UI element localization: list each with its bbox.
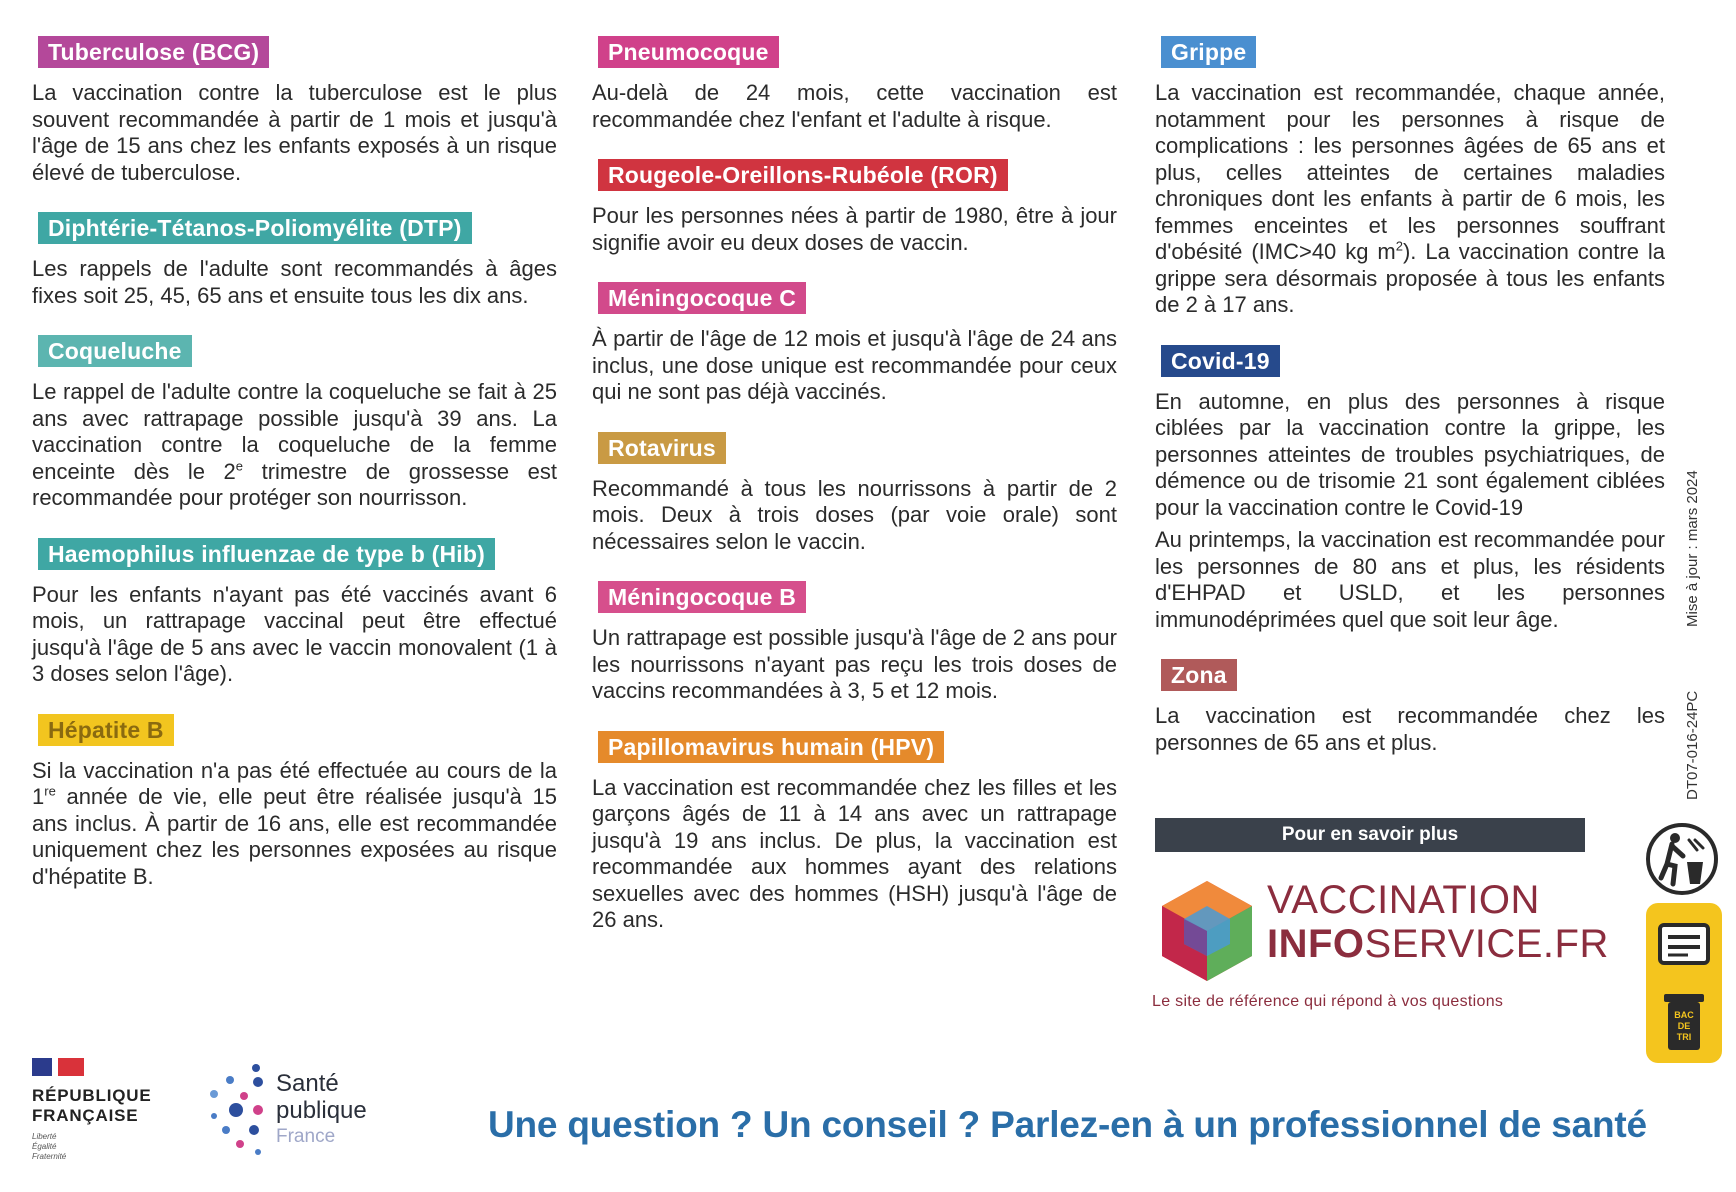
vaccination-info-service-line1[interactable]: VACCINATION <box>1267 878 1540 922</box>
pneumocoque-text: Au-delà de 24 mois, cette vaccination est recommandée chez l'enfant et l'adulte à risque. <box>592 80 1117 132</box>
vaccination-info-service-tagline: Le site de référence qui répond à vos questions <box>1152 993 1504 1010</box>
section-hpv <box>592 731 1117 934</box>
rf-motto <box>32 1132 66 1162</box>
rf-name-line2: FRANÇAISE <box>32 1106 139 1125</box>
footer-question: Une question ? Un conseil ? Parlez-en à un professionnel de santé <box>488 1104 1647 1145</box>
column-3 <box>1155 36 1665 782</box>
hepatite-b-text-b: année de vie, elle peut être réalisée jusqu'à 15 ans inclus. À partir de 16 ans, elle est recommandée uniquement chez les personnes exposées au risque d'hépatite B. <box>32 784 557 889</box>
section-hepatite-b <box>32 714 557 891</box>
hepatite-b-heading: Hépatite B <box>38 714 174 746</box>
section-covid <box>1155 345 1665 634</box>
spf-line1: Santé <box>276 1070 339 1097</box>
tuberculose-heading: Tuberculose (BCG) <box>38 36 269 68</box>
sante-publique-france-logo-icon <box>206 1060 270 1160</box>
hepatite-b-sup: re <box>44 783 56 799</box>
grippe-text <box>1155 80 1665 319</box>
section-hib <box>32 538 557 688</box>
meningocoque-c-heading: Méningocoque C <box>598 282 806 314</box>
update-date: Mise à jour : mars 2024 <box>1684 470 1701 627</box>
section-ror <box>592 159 1117 256</box>
marianne-flag-icon <box>32 1058 84 1076</box>
vaccination-info-service-logo-icon[interactable] <box>1152 876 1262 986</box>
more-info-banner: Pour en savoir plus <box>1155 818 1585 852</box>
recycling-bin-icon <box>1660 990 1708 1054</box>
covid-heading: Covid-19 <box>1161 345 1280 377</box>
rf-name-line1: RÉPUBLIQUE <box>32 1086 152 1105</box>
coqueluche-text-b: trimestre de grossesse est recommandée pour protéger son nourrisson. <box>32 458 557 510</box>
pneumocoque-heading: Pneumocoque <box>598 36 779 68</box>
grippe-sup: 2 <box>1395 238 1403 254</box>
hepatite-b-text-a: Si la vaccination n'a pas été effectuée au cours de la 1 <box>32 757 557 809</box>
rf-motto-1: Liberté <box>32 1132 57 1141</box>
hepatite-b-text <box>32 758 557 891</box>
rotavirus-heading: Rotavirus <box>598 432 726 464</box>
spf-line2: publique <box>276 1097 367 1124</box>
section-grippe <box>1155 36 1665 319</box>
section-meningocoque-b <box>592 581 1117 705</box>
hib-text: Pour les enfants n'ayant pas été vaccinés avant 6 mois, un rattrapage vaccinal peut être effectué jusqu'à l'âge de 5 ans avec le vaccin monovalent (1 à 3 doses selon l'âge). <box>32 581 557 686</box>
covid-text-autumn: En automne, en plus des personnes à risque ciblées par la vaccination contre la grippe, les personnes atteintes de troubles psychiatriques, de démence ou de trisomie 21 sont également ciblées pour la vaccination contre le Covid-19 <box>1155 388 1665 520</box>
svg-text:BAC: BAC <box>1674 1010 1694 1020</box>
coqueluche-text-a: Le rappel de l'adulte contre la coqueluche se fait à 25 ans avec rattrapage possible jusqu'à 39 ans. La vaccination contre la coqueluche de la femme enceinte dès le 2 <box>32 379 557 484</box>
covid-text-spring: Au printemps, la vaccination est recommandée pour les personnes de 80 ans et plus, les résidents d'EHPAD et USLD, et les personnes immunodéprimées quel que soit leur âge. <box>1155 527 1665 632</box>
ror-text: Pour les personnes nées à partir de 1980, être à jour signifie avoir eu deux doses de vaccin. <box>592 203 1117 255</box>
section-meningocoque-c <box>592 282 1117 406</box>
rf-motto-3: Fraternité <box>32 1152 67 1161</box>
dtp-text: Les rappels de l'adulte sont recommandés à âges fixes soit 25, 45, 65 ans et ensuite tous les dix ans. <box>32 256 557 308</box>
rotavirus-text: Recommandé à tous les nourrissons à partir de 2 mois. Deux à trois doses (par voie orale) sont nécessaires selon le vaccin. <box>592 475 1117 554</box>
meningocoque-c-text: À partir de l'âge de 12 mois et jusqu'à l'âge de 24 ans inclus, une dose unique est recommandée pour ceux qui ne sont pas déjà vaccinés. <box>592 326 1117 404</box>
hpv-text: La vaccination est recommandée chez les filles et les garçons âgés de 11 à 14 ans avec un rattrapage jusqu'à 19 ans inclus. De plus, la vaccination est recommandée aux hommes ayant des relations sexuelles avec des hommes (HSH) jusqu'à l'âge de 26 ans. <box>592 774 1117 932</box>
coqueluche-heading: Coqueluche <box>38 335 192 367</box>
grippe-heading: Grippe <box>1161 36 1256 68</box>
section-pneumocoque <box>592 36 1117 133</box>
column-2 <box>592 36 1117 960</box>
no-littering-icon <box>1645 822 1719 896</box>
vis-info-bold: INFO <box>1267 922 1365 966</box>
section-tuberculose <box>32 36 557 186</box>
hib-heading: Haemophilus influenzae de type b (Hib) <box>38 538 495 570</box>
tuberculose-text: La vaccination contre la tuberculose est le plus souvent recommandée à partir de 1 mois et jusqu'à l'âge de 15 ans chez les enfants exposés à un risque élevé de tuberculose. <box>32 80 557 185</box>
rf-motto-2: Égalité <box>32 1142 57 1151</box>
meningocoque-b-heading: Méningocoque B <box>598 581 806 613</box>
zona-text: La vaccination est recommandée chez les personnes de 65 ans et plus. <box>1155 703 1665 755</box>
grippe-text-b: ). La vaccination contre la grippe sera désormais proposée à tous les enfants de 2 à 17 ans. <box>1155 239 1665 317</box>
paper-card-icon <box>1654 915 1714 973</box>
section-coqueluche <box>32 335 557 512</box>
coqueluche-sup: e <box>235 458 243 474</box>
dtp-heading: Diphtérie-Tétanos-Poliomyélite (DTP) <box>38 212 472 244</box>
zona-heading: Zona <box>1161 659 1237 691</box>
section-dtp <box>32 212 557 309</box>
section-rotavirus <box>592 432 1117 556</box>
svg-text:TRI: TRI <box>1676 1032 1692 1042</box>
coqueluche-text <box>32 379 557 512</box>
vis-service: SERVICE.FR <box>1364 922 1609 966</box>
vaccination-info-service-line2[interactable] <box>1267 922 1609 967</box>
hpv-heading: Papillomavirus humain (HPV) <box>598 731 944 763</box>
document-reference: DT07-016-24PC <box>1684 690 1701 800</box>
spf-line3: France <box>276 1126 336 1147</box>
republique-francaise-logo <box>32 1058 172 1168</box>
meningocoque-b-text: Un rattrapage est possible jusqu'à l'âge de 2 ans pour les nourrissons n'ayant pas reçu les trois doses de vaccins recommandées à 3, 5 et 12 mois. <box>592 625 1117 703</box>
grippe-text-a: La vaccination est recommandée, chaque année, notamment pour les personnes à risque de complications : les personnes âgées de 65 ans et plus, celles atteintes de certaines maladies chroniques dont les enfants à partir de 6 mois, les femmes enceintes et les personnes souffrant d'obésité (IMC>40 kg m <box>1155 80 1665 264</box>
svg-text:DE: DE <box>1677 1021 1691 1031</box>
ror-heading: Rougeole-Oreillons-Rubéole (ROR) <box>598 159 1008 191</box>
section-zona <box>1155 659 1665 756</box>
column-1 <box>32 36 557 916</box>
